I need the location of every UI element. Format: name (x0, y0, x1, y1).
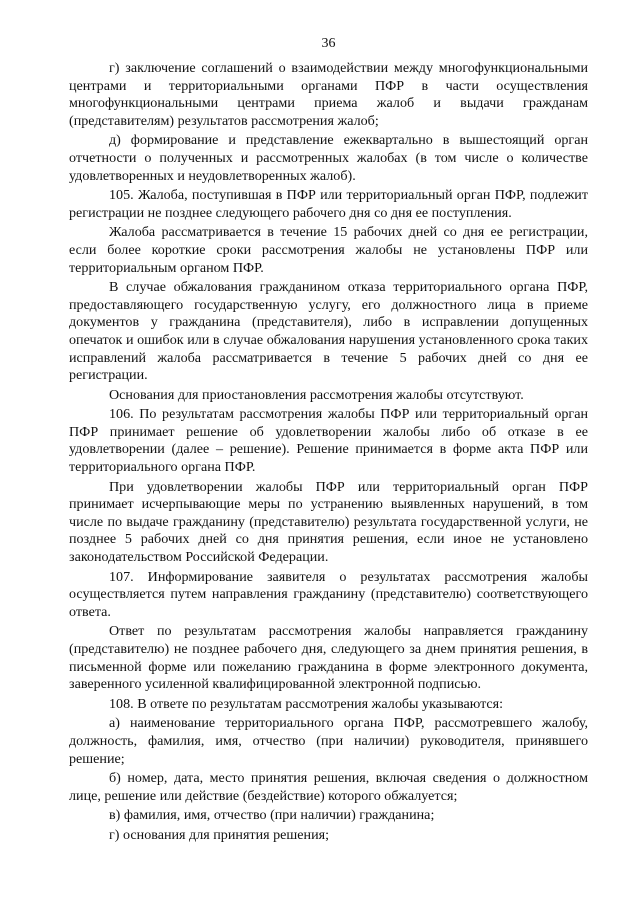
paragraph-108-response-content: 108. В ответе по результатам рассмотрения жалобы указываются: (109, 695, 504, 712)
body-text (69, 60, 588, 847)
paragraph-g-decision-grounds: г) основания для принятия решения; (109, 826, 330, 843)
paragraph-satisfaction-measures: При удовлетворении жалобы ПФР или территориальный орган ПФР принимает исчерпывающие меры по устранению выявленных нарушений, в том числе по выдаче гражданину (представителю) результата государственной услуги, не позднее 5 рабочих дней со дня принятия решения, если иное не установлено законодательством Российской Федерации. (69, 478, 588, 566)
paragraph-106-decision: 106. По результатам рассмотрения жалобы ПФР или территориальный орган ПФР принимает решение об удовлетворении жалобы либо об отказе в ее удовлетворении (далее – решение). Решение принимается в форме акта ПФР или территориального органа ПФР. (69, 406, 588, 476)
page-number: 36 (321, 36, 336, 51)
paragraph-response-delivery: Ответ по результатам рассмотрения жалобы направляется гражданину (представителю) не позднее рабочего дня, следующего за днем принятия решения, в письменной форме или пожеланию гражданина в форме электронного документа, заверенного усиленной квалифицированной электронной подписью. (69, 623, 588, 693)
paragraph-107-informing: 107. Информирование заявителя о результатах рассмотрения жалобы осуществляется путем направления гражданину (представителю) соответствующего ответа. (69, 568, 588, 620)
paragraph-d-reporting: д) формирование и представление ежеквартально в вышестоящий орган отчетности о полученных и рассмотренных жалобах (в том числе о количестве удовлетворенных и неудовлетворенных жалоб). (69, 132, 588, 184)
paragraph-review-period: Жалоба рассматривается в течение 15 рабочих дней со дня ее регистрации, если более короткие сроки рассмотрения жалобы не установлены ПФР или территориальным органом ПФР. (69, 224, 588, 276)
paragraph-no-suspension: Основания для приостановления рассмотрения жалобы отсутствуют. (109, 386, 524, 403)
paragraph-v-citizen-name: в) фамилия, имя, отчество (при наличии) гражданина; (109, 807, 435, 824)
paragraph-b-decision-details: б) номер, дата, место принятия решения, включая сведения о должностном лице, решение или действие (бездействие) которого обжалуется; (69, 770, 588, 804)
paragraph-refusal-appeal: В случае обжалования гражданином отказа территориального органа ПФР, предоставляющего государственную услугу, его должностного лица в приеме документов у гражданина (представителя), либо в исправлении допущенных опечаток и ошибок или в случае обжалования нарушения установленного срока таких исправлений жалоба рассматривается в течение 5 рабочих дней со дня ее регистрации. (69, 279, 588, 384)
paragraph-a-organ-name: а) наименование территориального органа ПФР, рассмотревшего жалобу, должность, фамилия, имя, отчество (при наличии) руководителя, принявшего решение; (69, 715, 588, 767)
paragraph-105-registration: 105. Жалоба, поступившая в ПФР или территориальный орган ПФР, подлежит регистрации не позднее следующего рабочего дня со дня ее поступления. (69, 187, 588, 221)
paragraph-g-agreements: г) заключение соглашений о взаимодействии между многофункциональными центрами и территориальными органами ПФР в части осуществления многофункциональными центрами приема жалоб и выдачи гражданам (представителям) результатов рассмотрения жалоб; (69, 60, 588, 129)
